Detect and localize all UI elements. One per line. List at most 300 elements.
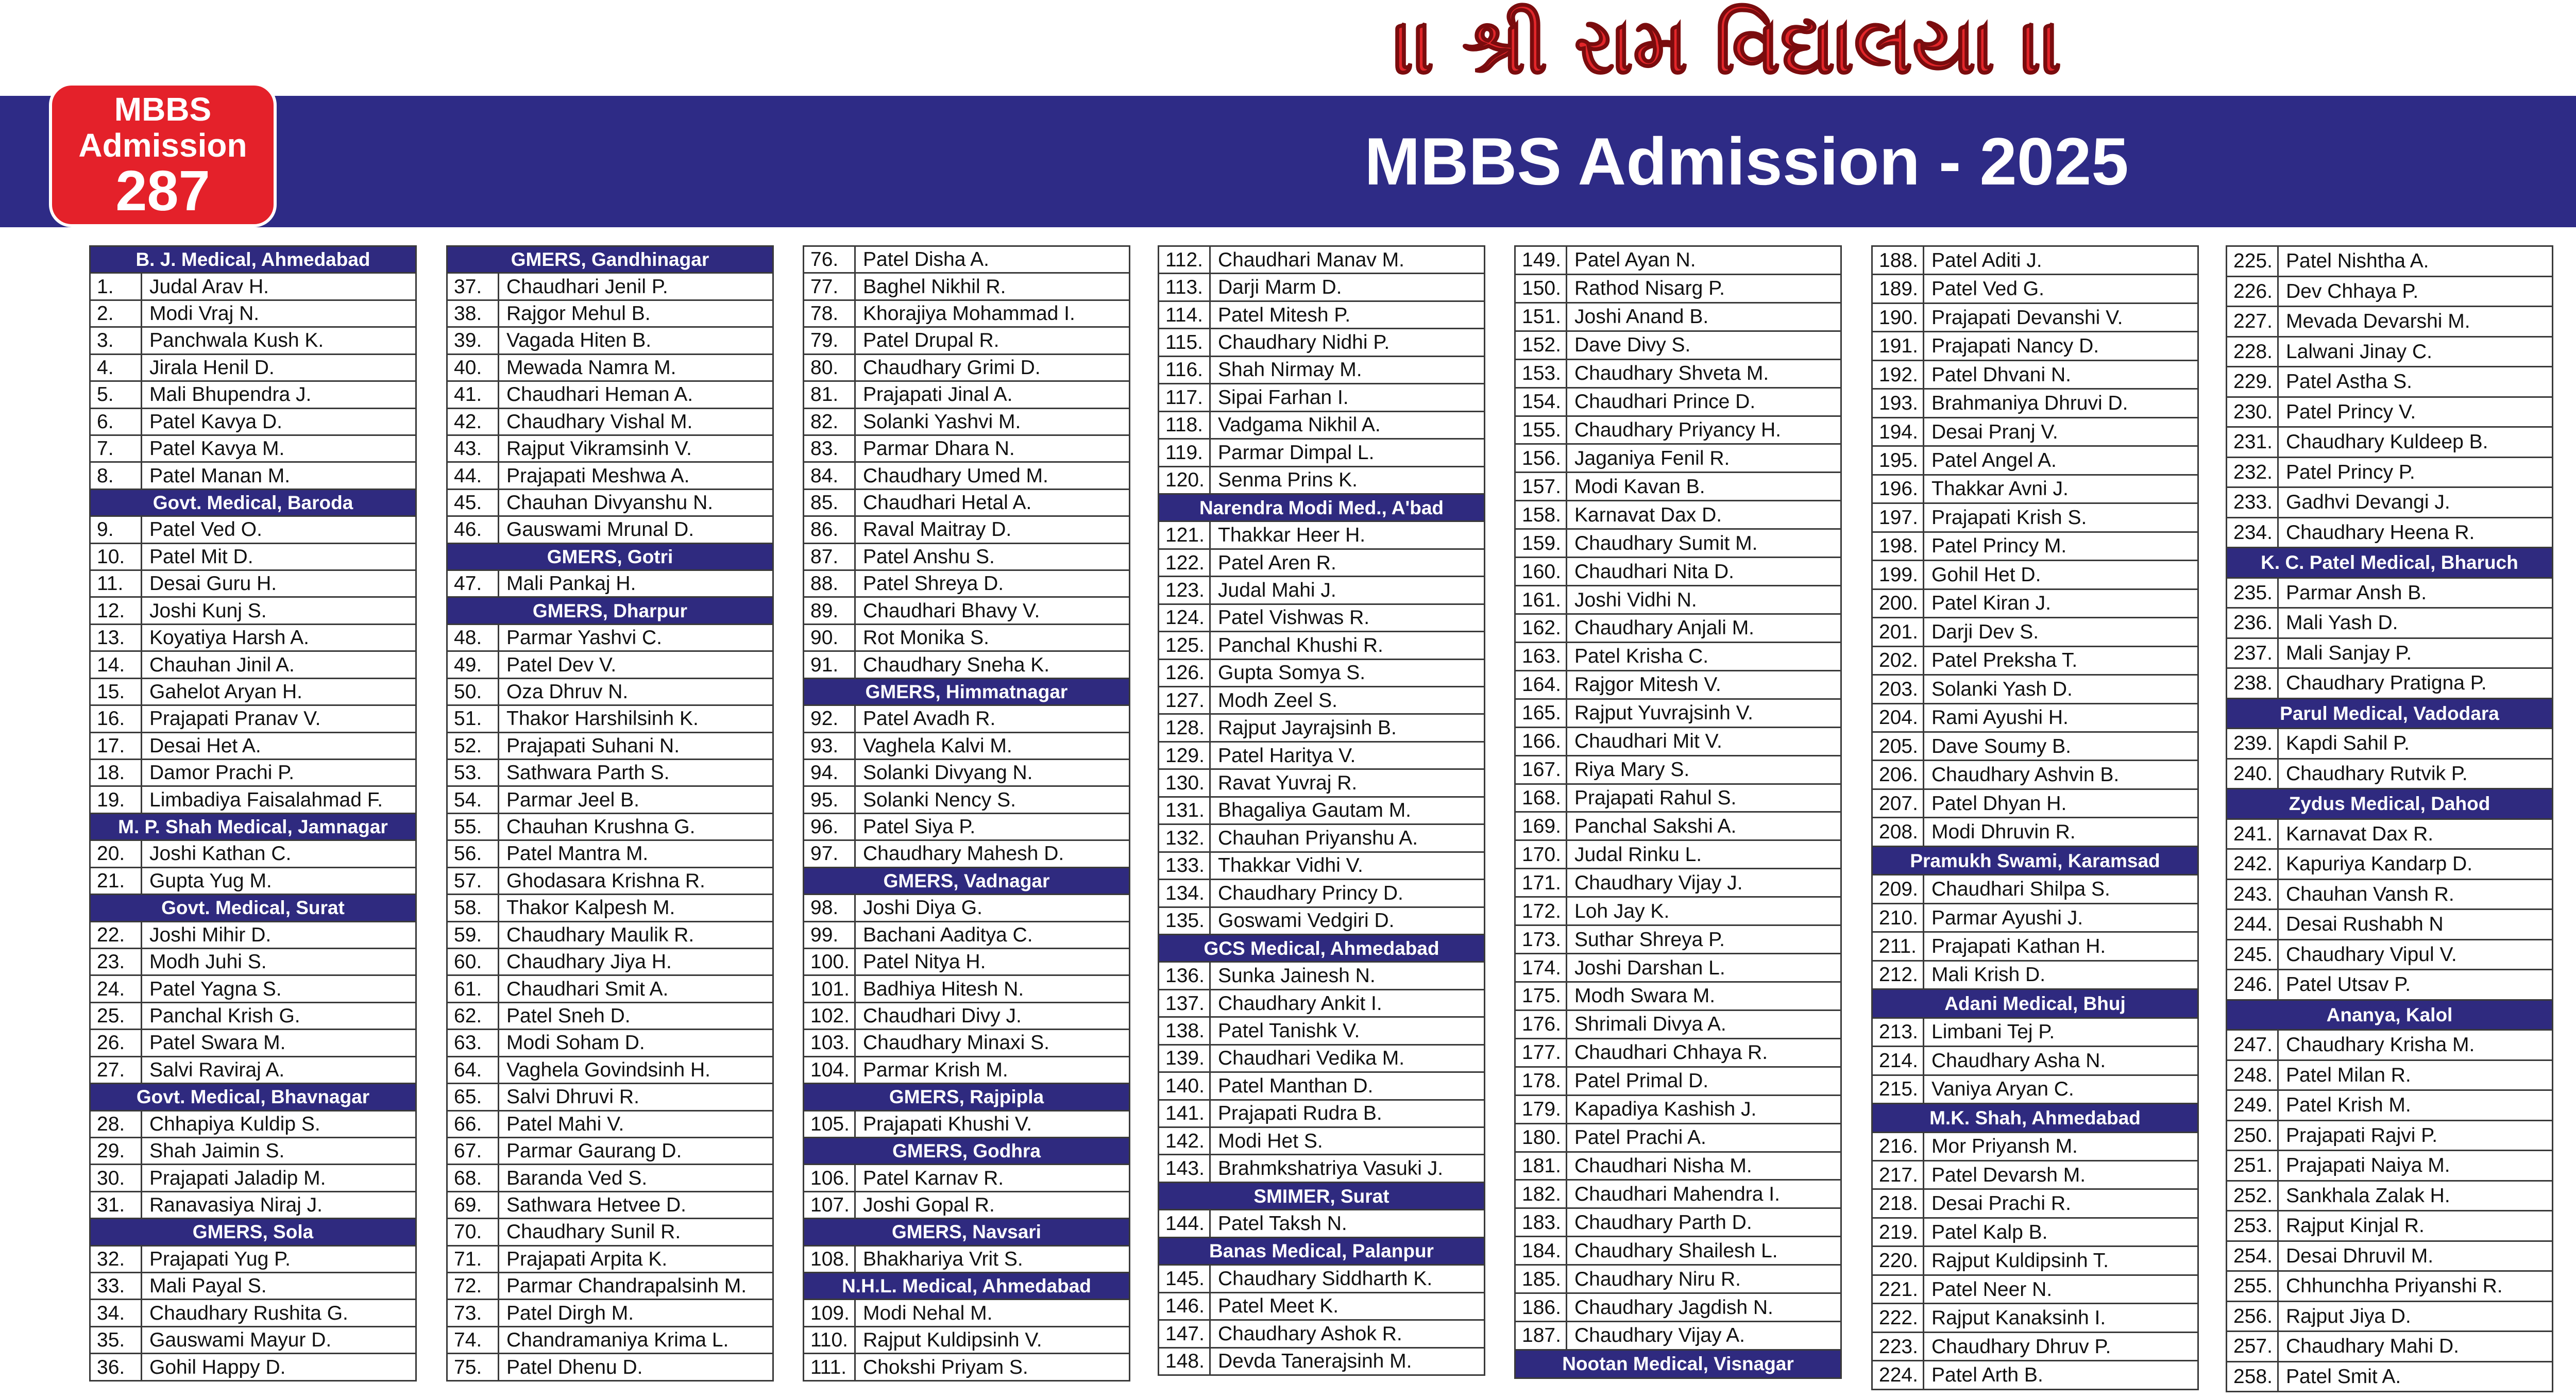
student-name: Patel Mitesh P. [1218, 304, 1351, 326]
student-row [448, 706, 772, 733]
student-column [1158, 245, 1485, 1376]
serial-number: 203. [1873, 676, 1924, 702]
student-name: Modh Zeel S. [1218, 689, 1337, 712]
student-row [1873, 418, 2197, 447]
student-row [1873, 590, 2197, 618]
serial-number: 88. [804, 571, 856, 596]
student-name: Patel Princy M. [1931, 535, 2067, 558]
serial-number: 60. [448, 949, 499, 974]
student-name: Joshi Kunj S. [149, 599, 267, 622]
serial-number: 207. [1873, 790, 1924, 817]
student-row [2227, 609, 2552, 639]
student-name: Darji Dev S. [1931, 620, 2039, 643]
student-name: Chhunchha Priyanshi R. [2286, 1275, 2503, 1298]
serial-number: 198. [1873, 533, 1924, 560]
student-row [1159, 1155, 1484, 1183]
serial-number: 186. [1516, 1294, 1567, 1321]
student-name: Patel Disha A. [863, 248, 989, 271]
serial-number: 98. [804, 895, 856, 920]
student-name: Chauhan Krushna G. [506, 816, 696, 838]
student-column [446, 245, 774, 1382]
student-name: Rajput Yuvrajsinh V. [1574, 702, 1753, 725]
student-row [1516, 954, 1840, 983]
serial-number: 114. [1159, 302, 1211, 328]
student-row [2227, 850, 2552, 880]
student-row [1159, 440, 1484, 467]
student-row [448, 571, 772, 598]
serial-number: 91. [804, 652, 856, 677]
serial-number: 53. [448, 760, 499, 785]
student-name: Gauswami Mrunal D. [506, 518, 694, 541]
student-name: Chaudhary Parth D. [1574, 1211, 1752, 1234]
serial-number: 127. [1159, 687, 1211, 713]
student-name: Salvi Raviraj A. [149, 1058, 285, 1081]
student-row [91, 1273, 415, 1300]
serial-number: 245. [2227, 940, 2279, 969]
student-row [448, 1327, 772, 1354]
student-row [1516, 417, 1840, 445]
serial-number: 130. [1159, 770, 1211, 796]
serial-number: 244. [2227, 910, 2279, 939]
serial-number: 54. [448, 787, 499, 812]
serial-number: 9. [91, 517, 142, 542]
student-name: Patel Siya P. [863, 816, 976, 838]
college-header: SMIMER, Surat [1159, 1183, 1484, 1210]
serial-number: 71. [448, 1247, 499, 1272]
student-name: Rajput Jiya D. [2286, 1305, 2411, 1327]
serial-number: 84. [804, 463, 856, 488]
student-row [2227, 398, 2552, 428]
serial-number: 170. [1516, 841, 1567, 868]
student-row [1873, 1133, 2197, 1161]
student-name: Chaudhari Manav M. [1218, 248, 1405, 271]
student-row [804, 490, 1129, 517]
student-name: Chhapiya Kuldip S. [149, 1113, 320, 1135]
serial-number: 162. [1516, 615, 1567, 642]
serial-number: 146. [1159, 1293, 1211, 1319]
student-row [448, 868, 772, 895]
student-name: Prajapati Rajvi P. [2286, 1124, 2438, 1147]
student-name: Patel Haritya V. [1218, 744, 1356, 767]
student-row [1159, 687, 1484, 715]
college-header: Nootan Medical, Visnagar [1516, 1351, 1840, 1379]
serial-number: 121. [1159, 522, 1211, 548]
student-row [1873, 761, 2197, 789]
serial-number: 66. [448, 1111, 499, 1137]
student-row [1159, 770, 1484, 797]
serial-number: 142. [1159, 1128, 1211, 1154]
student-row [1516, 275, 1840, 304]
student-row [804, 652, 1129, 679]
student-row [91, 382, 415, 409]
student-row [1159, 990, 1484, 1018]
student-name: Patel Karnav R. [863, 1167, 1004, 1189]
serial-number: 68. [448, 1165, 499, 1190]
student-name: Vadgama Nikhil A. [1218, 414, 1381, 436]
serial-number: 249. [2227, 1091, 2279, 1120]
student-row [1516, 360, 1840, 389]
serial-number: 177. [1516, 1039, 1567, 1066]
student-name: Patel Ved O. [149, 518, 262, 541]
student-row [91, 787, 415, 814]
serial-number: 13. [91, 625, 142, 650]
serial-number: 119. [1159, 440, 1211, 465]
student-row [1873, 704, 2197, 733]
student-row [804, 382, 1129, 409]
serial-number: 232. [2227, 458, 2279, 487]
student-row [1516, 700, 1840, 728]
student-name: Shah Nirmay M. [1218, 359, 1362, 381]
serial-number: 43. [448, 436, 499, 461]
student-name: Rajput Kuldipsinh T. [1931, 1250, 2109, 1272]
student-name: Vaniya Aryan C. [1931, 1078, 2074, 1101]
serial-number: 45. [448, 490, 499, 515]
student-row [1873, 618, 2197, 647]
student-row [91, 1300, 415, 1327]
student-name: Joshi Kathan C. [149, 843, 292, 865]
student-name: Patel Swara M. [149, 1032, 286, 1054]
serial-number: 250. [2227, 1121, 2279, 1150]
student-name: Solanki Yashvi M. [863, 410, 1021, 433]
serial-number: 174. [1516, 954, 1567, 981]
student-name: Gauswami Mayur D. [149, 1329, 332, 1352]
college-header: GMERS, Gandhinagar [448, 247, 772, 274]
college-header: Parul Medical, Vadodara [2227, 699, 2552, 730]
serial-number: 133. [1159, 853, 1211, 879]
student-name: Kapadiya Kashish J. [1574, 1098, 1757, 1121]
student-row [1873, 790, 2197, 818]
student-name: Modi Soham D. [506, 1032, 645, 1054]
student-name: Gadhvi Devangi J. [2286, 491, 2450, 514]
student-name: Rami Ayushi H. [1931, 706, 2069, 729]
serial-number: 110. [804, 1327, 856, 1353]
student-row [91, 760, 415, 787]
serial-number: 77. [804, 274, 856, 299]
student-column [803, 245, 1130, 1382]
student-name: Patel Ayan N. [1574, 249, 1696, 272]
college-header: GMERS, Godhra [804, 1138, 1129, 1165]
student-row [1873, 1161, 2197, 1190]
student-row [91, 1327, 415, 1354]
student-name: Vagada Hiten B. [506, 329, 652, 352]
student-name: Chaudhari Smit A. [506, 978, 669, 1000]
college-header: Adani Medical, Bhuj [1873, 990, 2197, 1018]
student-name: Parmar Ansh B. [2286, 581, 2427, 604]
serial-number: 188. [1873, 247, 1924, 274]
serial-number: 51. [448, 706, 499, 731]
student-row [1873, 504, 2197, 532]
student-name: Judal Rinku L. [1574, 843, 1702, 866]
student-name: Modh Swara M. [1574, 985, 1716, 1007]
student-name: Bachani Aaditya C. [863, 923, 1033, 946]
student-row [1873, 561, 2197, 589]
serial-number: 210. [1873, 904, 1924, 931]
serial-number: 166. [1516, 728, 1567, 755]
student-name: Joshi Diya G. [863, 897, 982, 919]
student-row [448, 355, 772, 382]
student-row [1516, 558, 1840, 586]
student-name: Patel Astha S. [2286, 370, 2412, 393]
student-row [1516, 841, 1840, 869]
student-row [1159, 329, 1484, 357]
student-name: Chaudhary Niru R. [1574, 1268, 1741, 1290]
serial-number: 108. [804, 1247, 856, 1272]
student-row [1873, 818, 2197, 847]
serial-number: 215. [1873, 1076, 1924, 1103]
student-name: Desai Rushabh N [2286, 913, 2444, 936]
student-name: Chaudhary Vishal M. [506, 410, 693, 433]
student-name: Mor Priyansh M. [1931, 1135, 2078, 1158]
student-row [1873, 447, 2197, 475]
serial-number: 221. [1873, 1276, 1924, 1303]
student-row [804, 409, 1129, 436]
college-header: GMERS, Sola [91, 1219, 415, 1246]
serial-number: 23. [91, 949, 142, 974]
student-name: Patel Shreya D. [863, 572, 1004, 595]
student-name: Rajput Kuldipsinh V. [863, 1329, 1042, 1352]
student-row [1159, 247, 1484, 274]
student-name: Shah Jaimin S. [149, 1140, 285, 1163]
serial-number: 247. [2227, 1031, 2279, 1059]
student-row [448, 517, 772, 544]
serial-number: 85. [804, 490, 856, 515]
serial-number: 36. [91, 1354, 142, 1379]
student-row [804, 706, 1129, 733]
student-row [448, 1219, 772, 1246]
serial-number: 168. [1516, 785, 1567, 812]
student-row [448, 679, 772, 706]
serial-number: 163. [1516, 643, 1567, 670]
student-name: Shrimali Divya A. [1574, 1013, 1726, 1036]
student-row [1159, 1321, 1484, 1348]
serial-number: 227. [2227, 307, 2279, 336]
student-name: Sipai Farhan I. [1218, 386, 1349, 409]
serial-number: 217. [1873, 1161, 1924, 1188]
student-row [1159, 908, 1484, 935]
student-name: Chaudhary Anjali M. [1574, 617, 1755, 639]
serial-number: 231. [2227, 428, 2279, 457]
student-name: Chaudhari Hetal A. [863, 492, 1032, 514]
student-name: Solanki Yash D. [1931, 678, 2073, 700]
student-row [91, 922, 415, 949]
student-name: Mali Sanjay P. [2286, 642, 2412, 664]
student-row [91, 1192, 415, 1219]
student-row [91, 1354, 415, 1381]
student-name: Joshi Anand B. [1574, 306, 1709, 328]
student-row [2227, 820, 2552, 850]
serial-number: 107. [804, 1192, 856, 1218]
serial-number: 42. [448, 409, 499, 434]
student-row [448, 733, 772, 760]
student-name: Koyatiya Harsh A. [149, 627, 309, 649]
student-row [2227, 940, 2552, 971]
serial-number: 201. [1873, 618, 1924, 645]
student-name: Patel Tanishk V. [1218, 1019, 1360, 1042]
college-header: N.H.L. Medical, Ahmedabad [804, 1273, 1129, 1300]
serial-number: 93. [804, 733, 856, 759]
student-name: Thakkar Heer H. [1218, 524, 1366, 547]
student-name: Parmar Gaurang D. [506, 1140, 682, 1163]
serial-number: 169. [1516, 813, 1567, 839]
student-row [2227, 1332, 2552, 1362]
student-row [804, 895, 1129, 922]
serial-number: 106. [804, 1165, 856, 1190]
serial-number: 241. [2227, 820, 2279, 849]
student-name: Patel Primal D. [1574, 1070, 1709, 1092]
serial-number: 41. [448, 382, 499, 407]
student-name: Sathwara Hetvee D. [506, 1193, 687, 1216]
student-name: Patel Krish M. [2286, 1094, 2411, 1117]
student-row [91, 517, 415, 544]
student-row [1159, 302, 1484, 329]
serial-number: 16. [91, 706, 142, 731]
student-name: Rot Monika S. [863, 627, 989, 649]
student-name: Baghel Nikhil R. [863, 275, 1006, 298]
student-row [2227, 277, 2552, 308]
student-name: Rajput Kanaksinh I. [1931, 1307, 2106, 1329]
college-header: GMERS, Himmatnagar [804, 679, 1129, 706]
student-name: Patel Kavya D. [149, 410, 282, 433]
student-row [804, 328, 1129, 355]
serial-number: 211. [1873, 933, 1924, 959]
student-row [804, 274, 1129, 300]
student-row [1873, 533, 2197, 561]
student-row [804, 517, 1129, 544]
student-name: Patel Angel A. [1931, 449, 2057, 472]
serial-number: 131. [1159, 798, 1211, 823]
student-row [91, 301, 415, 328]
serial-number: 223. [1873, 1333, 1924, 1360]
student-name: Judal Arav H. [149, 275, 269, 298]
serial-number: 18. [91, 760, 142, 785]
student-row [448, 922, 772, 949]
serial-number: 4. [91, 355, 142, 380]
serial-number: 238. [2227, 669, 2279, 698]
student-name: Chaudhary Mahesh D. [863, 843, 1064, 865]
student-row [804, 355, 1129, 382]
student-row [1516, 304, 1840, 332]
student-row [804, 436, 1129, 463]
serial-number: 205. [1873, 733, 1924, 760]
school-title: ।। શ્રી રામ વિદ્યાલયા ।। [1394, 2, 2063, 91]
student-row [448, 436, 772, 463]
student-row [1516, 813, 1840, 841]
student-name: Desai Het A. [149, 734, 261, 757]
student-name: Chauhan Vansh R. [2286, 883, 2454, 905]
student-name: Parmar Dimpal L. [1218, 441, 1375, 464]
serial-number: 240. [2227, 760, 2279, 788]
student-row [1516, 501, 1840, 530]
serial-number: 94. [804, 760, 856, 785]
serial-number: 204. [1873, 704, 1924, 731]
student-row [1516, 1294, 1840, 1322]
student-row [1516, 445, 1840, 473]
serial-number: 20. [91, 841, 142, 866]
student-name: Kapdi Sahil P. [2286, 732, 2410, 755]
college-header: GMERS, Vadnagar [804, 868, 1129, 895]
student-row [1873, 1276, 2197, 1304]
serial-number: 218. [1873, 1190, 1924, 1217]
student-row [1516, 756, 1840, 785]
serial-number: 148. [1159, 1349, 1211, 1374]
serial-number: 128. [1159, 715, 1211, 740]
serial-number: 243. [2227, 880, 2279, 909]
serial-number: 22. [91, 922, 142, 948]
student-name: Patel Ved G. [1931, 278, 2044, 300]
student-row [1516, 1039, 1840, 1068]
student-row [804, 1165, 1129, 1192]
student-row [1516, 643, 1840, 671]
student-name: Prajapati Meshwa A. [506, 464, 690, 487]
serial-number: 150. [1516, 275, 1567, 302]
serial-number: 35. [91, 1327, 142, 1353]
student-row [1873, 361, 2197, 390]
serial-number: 47. [448, 571, 499, 596]
student-row [91, 409, 415, 436]
student-name: Joshi Darshan L. [1574, 956, 1725, 979]
student-row [804, 247, 1129, 274]
student-name: Chaudhari Prince D. [1574, 391, 1756, 413]
serial-number: 39. [448, 328, 499, 353]
student-row [1873, 933, 2197, 961]
student-row [448, 1111, 772, 1138]
student-row [1159, 1349, 1484, 1376]
student-row [448, 895, 772, 922]
serial-number: 171. [1516, 869, 1567, 896]
student-name: Chaudhary Minaxi S. [863, 1032, 1050, 1054]
student-row [448, 463, 772, 490]
student-name: Prajapati Arpita K. [506, 1248, 668, 1270]
student-name: Parmar Chandrapalsinh M. [506, 1275, 747, 1298]
serial-number: 67. [448, 1138, 499, 1164]
college-header: GCS Medical, Ahmedabad [1159, 935, 1484, 963]
student-row [804, 301, 1129, 328]
serial-number: 73. [448, 1300, 499, 1325]
serial-number: 200. [1873, 590, 1924, 617]
serial-number: 19. [91, 787, 142, 812]
student-name: Rajput Vikramsinh V. [506, 437, 692, 460]
student-row [804, 598, 1129, 625]
student-name: Chaudhary Ankit I. [1218, 992, 1382, 1015]
student-row [1516, 389, 1840, 417]
student-row [448, 1057, 772, 1084]
badge-count: 287 [115, 159, 210, 223]
serial-number: 145. [1159, 1266, 1211, 1291]
serial-number: 182. [1516, 1181, 1567, 1207]
college-header: Ananya, Kalol [2227, 1001, 2552, 1031]
serial-number: 192. [1873, 361, 1924, 388]
serial-number: 31. [91, 1192, 142, 1218]
student-name: Modh Juhi S. [149, 951, 267, 973]
serial-number: 103. [804, 1030, 856, 1055]
serial-number: 196. [1873, 476, 1924, 502]
student-name: Modi Kavan B. [1574, 475, 1705, 498]
student-name: Chaudhari Divy J. [863, 1005, 1022, 1028]
serial-number: 180. [1516, 1124, 1567, 1151]
student-row [1159, 1210, 1484, 1238]
serial-number: 149. [1516, 247, 1567, 274]
student-row [1516, 1237, 1840, 1266]
serial-number: 11. [91, 571, 142, 596]
student-name: Ghodasara Krishna R. [506, 869, 705, 892]
serial-number: 237. [2227, 639, 2279, 668]
serial-number: 120. [1159, 467, 1211, 493]
student-name: Desai Guru H. [149, 572, 277, 595]
serial-number: 100. [804, 949, 856, 974]
student-row [1159, 1293, 1484, 1321]
student-row [448, 409, 772, 436]
serial-number: 8. [91, 463, 142, 488]
